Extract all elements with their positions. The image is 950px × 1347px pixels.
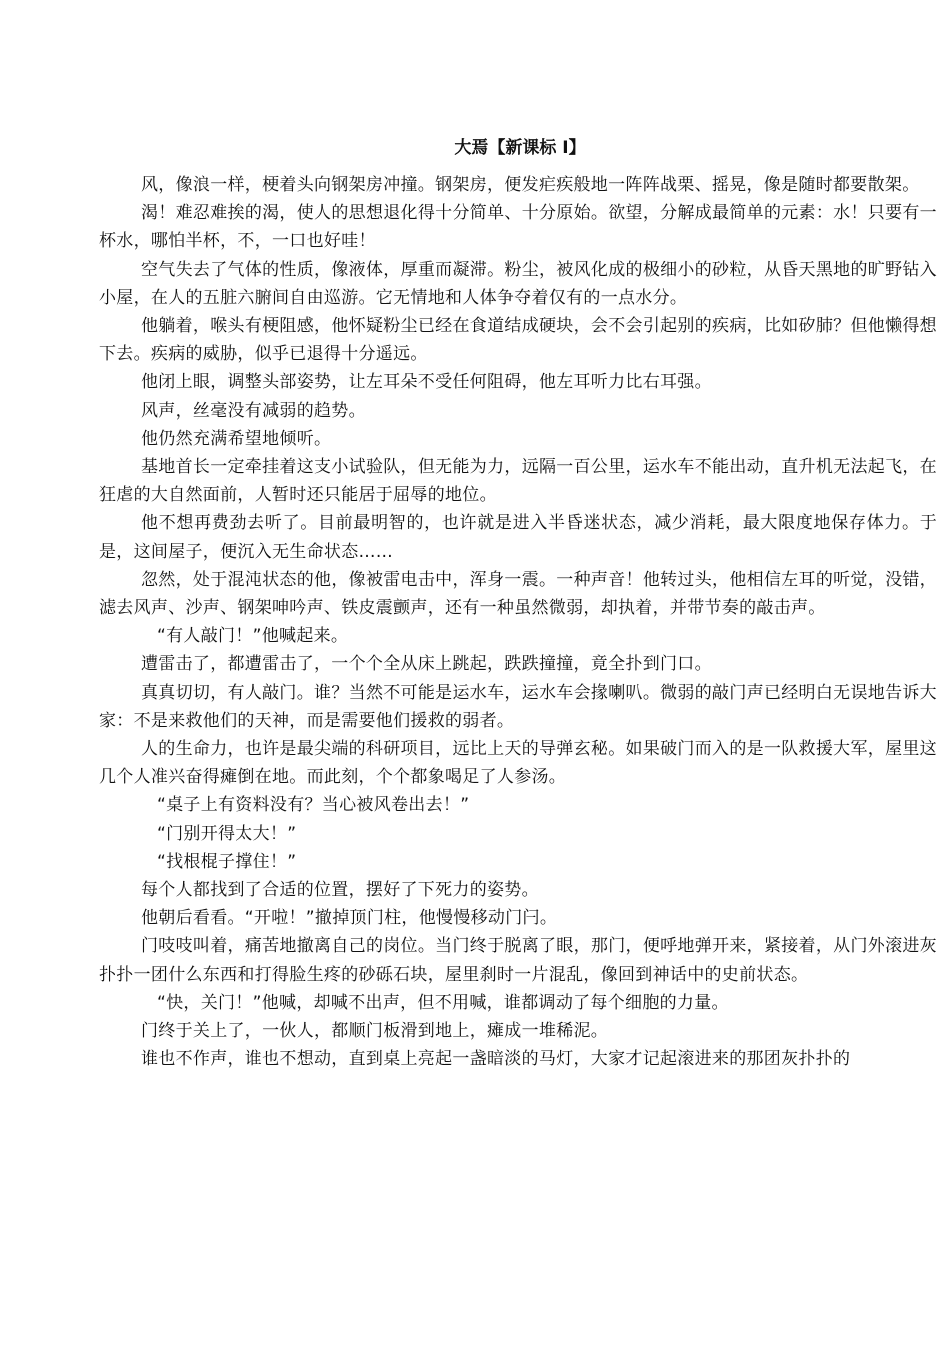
- paragraph: 风声，丝毫没有减弱的趋势。: [141, 400, 366, 421]
- paragraph: “门别开得太大！”: [157, 823, 297, 844]
- paragraph: “有人敲门！”他喊起来。: [157, 626, 349, 647]
- paragraph: 人的生命力，也许是最尖端的科研项目，远比上天的导弹玄秘。如果破门而入的是一队救援大军，屋里这几个人准兴奋得瘫倒在地。而此刻，个个都象喝足了人参汤。: [99, 739, 937, 788]
- paragraph: “快，关门！”他喊，却喊不出声，但不用喊，谁都调动了每个细胞的力量。: [157, 992, 729, 1013]
- paragraph: 他闭上眼，调整头部姿势，让左耳朵不受任何阻碍，他左耳听力比右耳强。: [141, 372, 712, 393]
- paragraph: 风，像浪一样，梗着头向钢架房冲撞。钢架房，便发疟疾般地一阵阵战栗、摇晃，像是随时都要散架。: [141, 175, 920, 195]
- paragraph: 真真切切，有人敲门。谁？当然不可能是运水车，运水车会掾喇叭。微弱的敲门声已经明白无误地告诉大家：不是来救他们的天神，而是需要他们援救的弱者。: [99, 682, 937, 731]
- paragraph: 他不想再费劲去听了。目前最明智的，也许就是进入半昏迷状态，减少消耗，最大限度地保存体力。于是，这间屋子，便沉入无生命状态……: [99, 513, 937, 562]
- paragraph: 空气失去了气体的性质，像液体，厚重而凝滞。粉尘，被风化成的极细小的砂粒，从昏天黑地的旷野钻入小屋，在人的五脏六腑间自由巡游。它无情地和人体争夺着仅有的一点水分。: [99, 259, 937, 308]
- paragraph: 遭雷击了，都遭雷击了，一个个全从床上跳起，跌跌撞撞，竟全扑到门口。: [141, 654, 712, 675]
- paragraph: 门终于关上了，一伙人，都顺门板滑到地上，瘫成一堆稀泥。: [141, 1021, 609, 1042]
- paragraph: 渴！难忍难挨的渴，使人的思想退化得十分简单、十分原始。欲望，分解成最简单的元素：水！只要有一杯水，哪怕半杯，不，一口也好哇！: [99, 203, 937, 252]
- paragraph: 基地首长一定牵挂着这支小试验队，但无能为力，远隔一百公里，运水车不能出动，直升机无法起飞，在狂虐的大自然面前，人暂时还只能居于屈辱的地位。: [99, 457, 937, 506]
- document-title: 大焉【新课标 I】: [454, 138, 586, 158]
- paragraph: “桌子上有资料没有？当心被风卷出去！”: [157, 795, 470, 816]
- paragraph: 忽然，处于混沌状态的他，像被雷电击中，浑身一震。一种声音！他转过头，他相信左耳的听觉，没错，滤去风声、沙声、钢架呻吟声、铁皮震颤声，还有一种虽然微弱，却执着，并带节奏的敲击声。: [99, 569, 937, 619]
- paragraph: 门吱吱叫着，痛苦地撤离自己的岗位。当门终于脱离了眼，那门，便呼地弹开来，紧接着，从门外滚进灰扑扑一团什么东西和打得脸生疼的砂砾石块，屋里刹时一片混乱，像回到神话中的史前状态。: [99, 936, 937, 985]
- paragraph: 他朝后看看。“开啦！”撤掉顶门柱，他慢慢移动门闩。: [141, 908, 558, 929]
- paragraph: “找根棍子撑住！”: [157, 851, 297, 872]
- paragraph: 他仍然充满希望地倾听。: [141, 428, 332, 449]
- paragraph: 谁也不作声，谁也不想动，直到桌上亮起一盏暗淡的马灯，大家才记起滚进来的那团灰扑扑的: [141, 1049, 851, 1070]
- document-body: [99, 171, 937, 1074]
- paragraph: 每个人都找到了合适的位置，摆好了下死力的姿势。: [141, 880, 539, 901]
- paragraph: 他躺着，喉头有梗阻感，他怀疑粉尘已经在食道结成硬块，会不会引起别的疾病，比如矽肺？但他懒得想下去。疾病的威胁，似乎已退得十分遥远。: [99, 316, 937, 365]
